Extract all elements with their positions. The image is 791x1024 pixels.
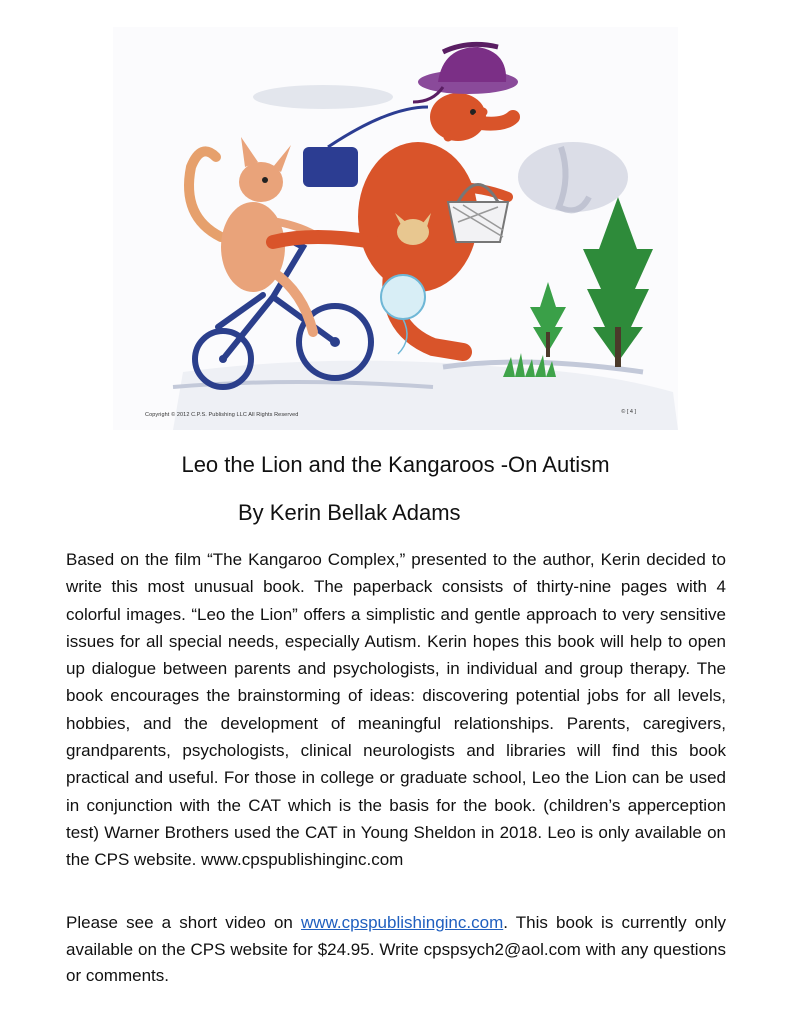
book-title: Leo the Lion and the Kangaroos -On Autism	[181, 452, 610, 477]
book-description: Based on the film “The Kangaroo Complex,” presented to the author, Kerin decided to write this most unusual book. The paperback consists of thirty-nine pages with 4 colorful images. “Leo the Lion” offers a simplistic and gentle approach to very sensitive issues for all special needs, especially Autism. Kerin hopes this book will help to open up dialogue between parents and psychologists, in individual and group therapy. The book encourages the brainstorming of ideas: discovering potential jobs for all levels, hobbies, and the development of meaningful relationships. Parents, caregivers, grandparents, psychologists, clinical neurologists and libraries will find this book practical and useful. For those in college or graduate school, Leo the Lion can be used in conjunction with the CAT which is the basis for the book. (children’s apperception test) Warner Brothers used the CAT in Young Sheldon in 2018. Leo is only available on the CPS website. www.cpspublishinginc.com	[66, 550, 726, 870]
purchase-info-suffix: . This book is currently only available on the CPS website for $24.95. Write cpspsych2@aol.com with any questions or comments.	[66, 913, 726, 985]
book-author: By Kerin Bellak Adams	[238, 500, 461, 525]
illustration-copyright: Copyright © 2012 C.P.S. Publishing LLC All Rights Reserved	[145, 412, 299, 418]
purchase-info	[66, 910, 726, 990]
book-cover-illustration	[113, 27, 678, 430]
website-link[interactable]: www.cpspublishinginc.com	[301, 913, 504, 932]
kangaroo-tricycle-drawing	[113, 27, 678, 430]
illustration-page-mark: © [ 4 ]	[621, 409, 636, 415]
purchase-info-prefix: Please see a short video on	[66, 913, 302, 932]
